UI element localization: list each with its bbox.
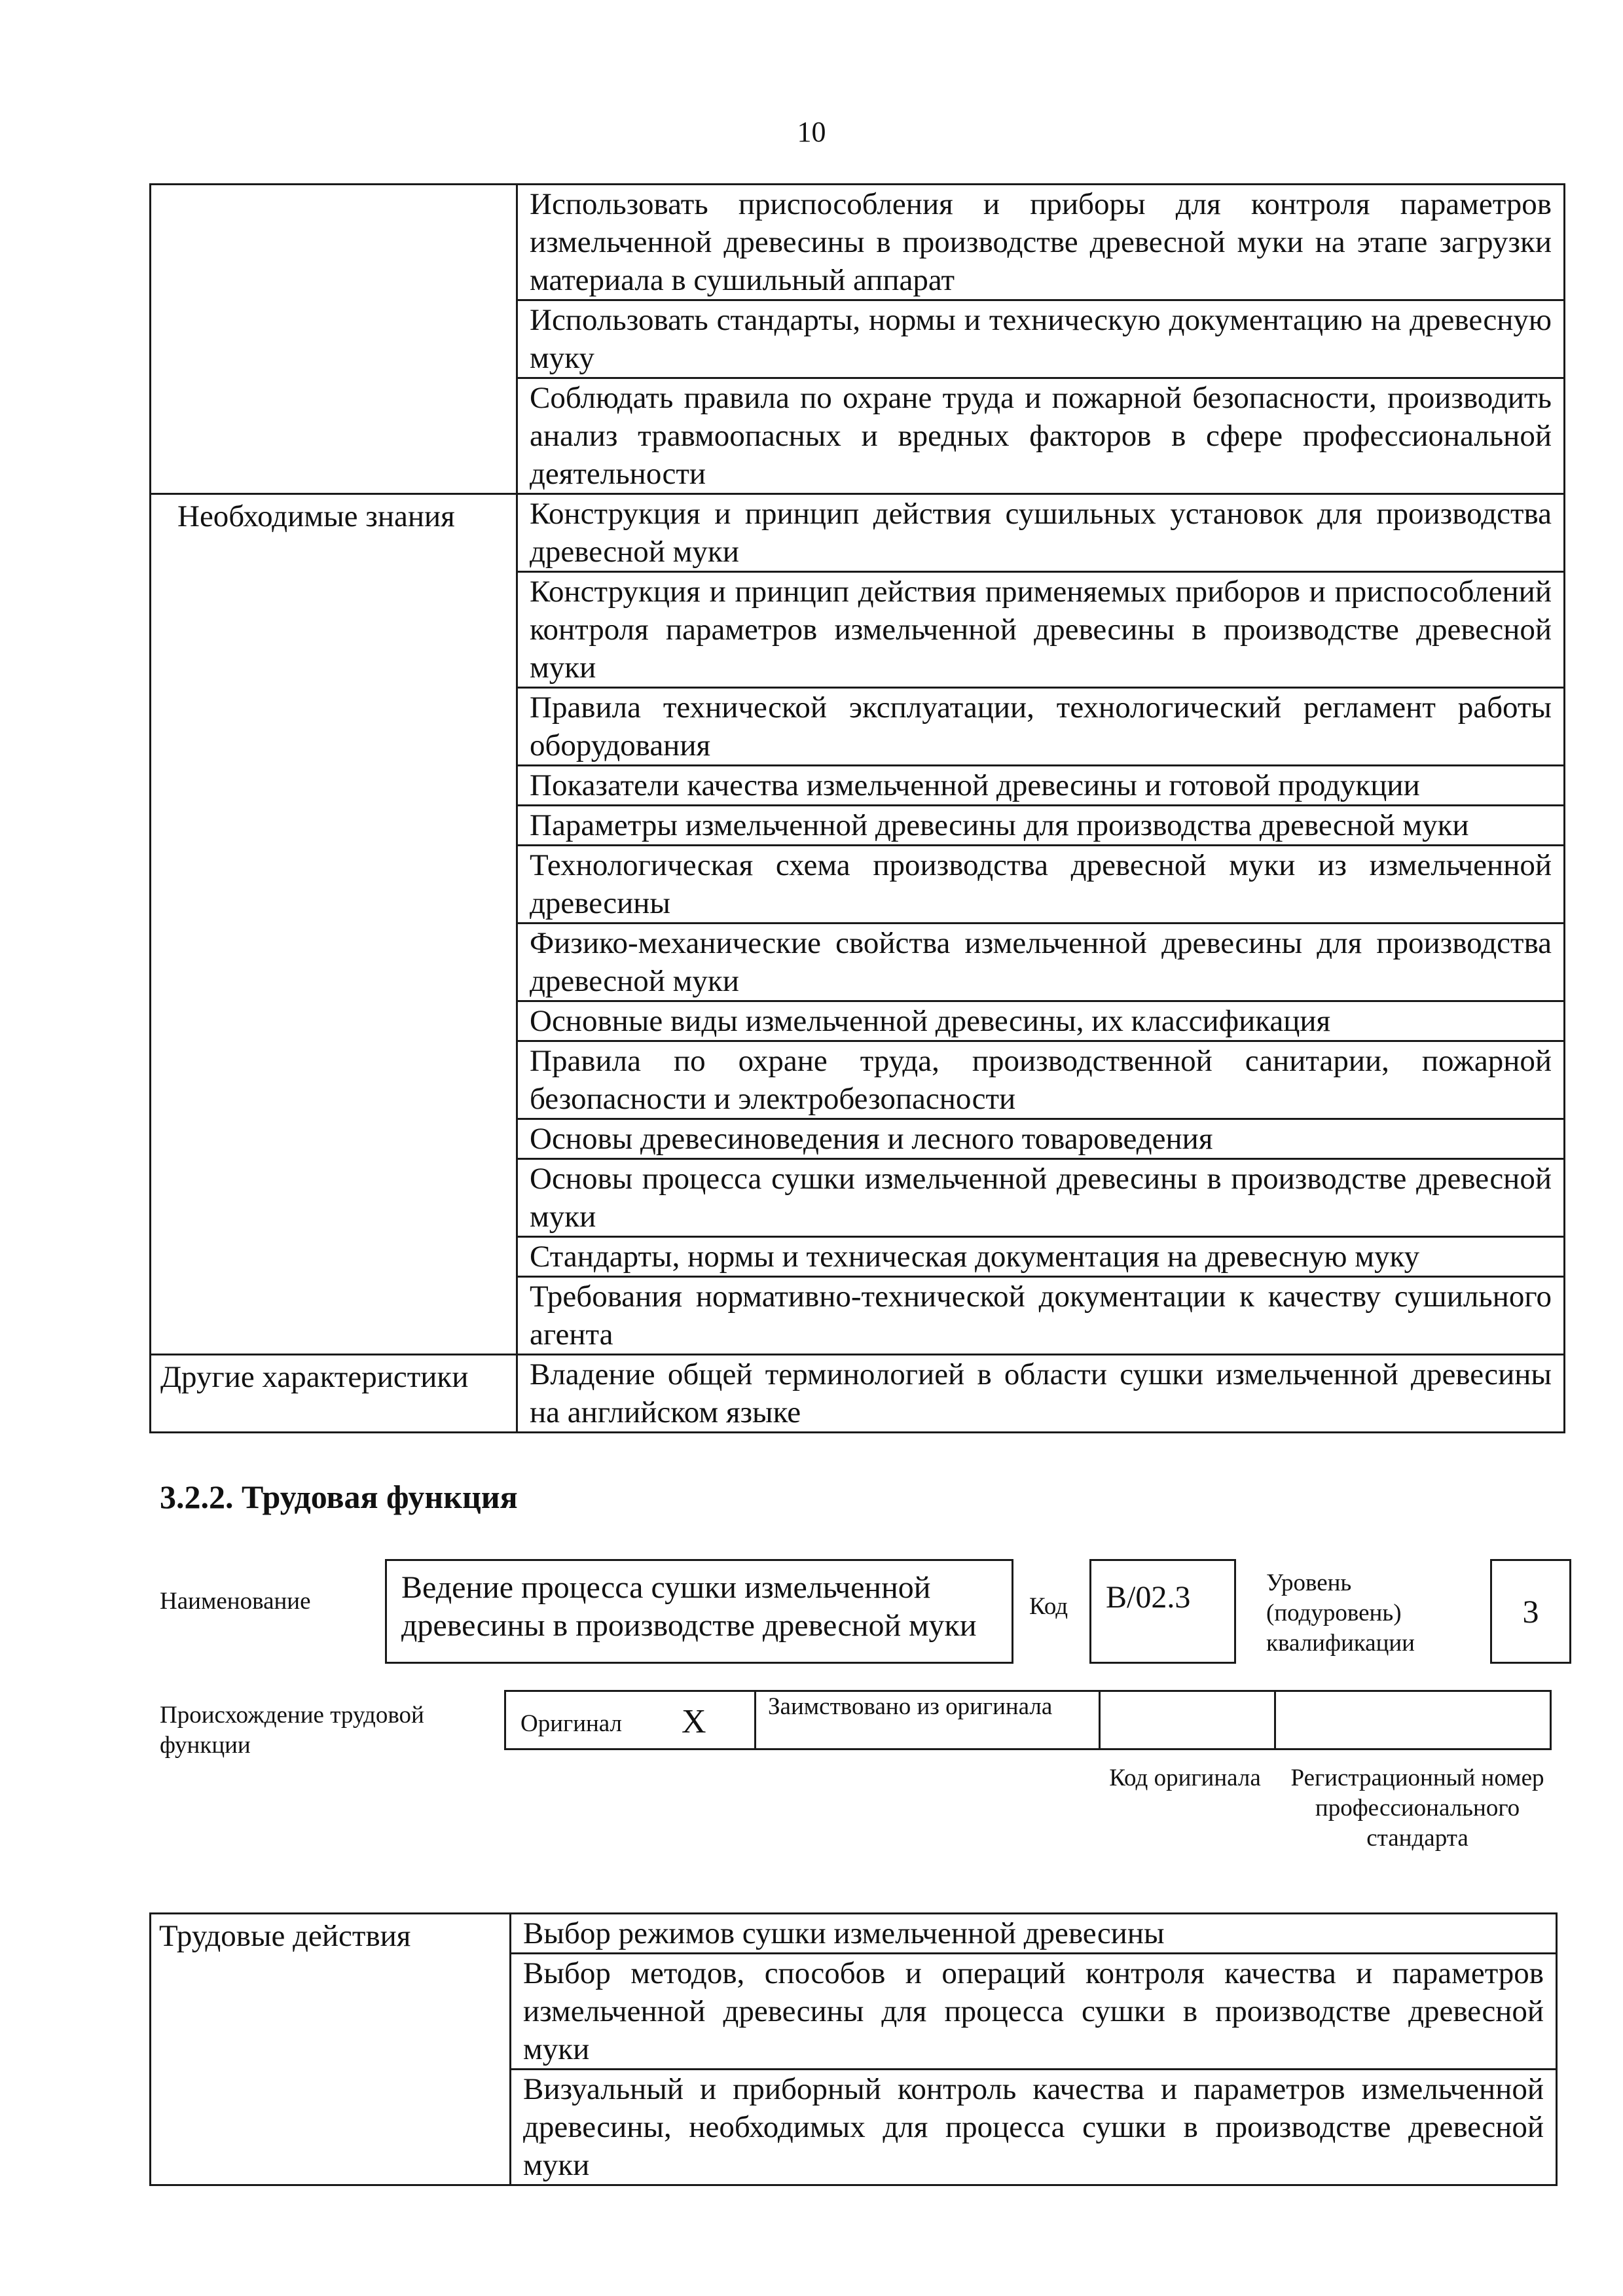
function-name-value: Ведение процесса сушки измельченной древесины в производстве древесной муки bbox=[385, 1559, 1013, 1664]
page-number: 10 bbox=[797, 116, 826, 148]
row-text: Выбор режимов сушки измельченной древесины bbox=[511, 1914, 1557, 1954]
row-text: Соблюдать правила по охране труда и пожарной безопасности, производить анализ травмоопасных и вредных факторов в сфере профессиональной деятельности bbox=[517, 378, 1565, 494]
labor-actions-label: Трудовые действия bbox=[151, 1914, 511, 2185]
row-text: Показатели качества измельченной древесины и готовой продукции bbox=[517, 766, 1565, 806]
row-text: Конструкция и принцип действия применяемых приборов и приспособлений контроля параметров измельченной древесины в производстве древесной муки bbox=[517, 572, 1565, 688]
skills-knowledge-table bbox=[149, 183, 1565, 1433]
table-row bbox=[151, 185, 1565, 300]
name-label: Наименование bbox=[160, 1588, 311, 1615]
other-characteristics-label: Другие характеристики bbox=[151, 1355, 517, 1433]
registration-caption: Регистрационный номер профессионального стандарта bbox=[1290, 1765, 1544, 1852]
code-label: Код bbox=[1029, 1593, 1068, 1620]
registration-number-cell bbox=[1276, 1692, 1550, 1748]
row-text: Основы древесиноведения и лесного товароведения bbox=[517, 1119, 1565, 1159]
original-cell bbox=[506, 1692, 756, 1748]
required-knowledge-label: Необходимые знания bbox=[151, 494, 517, 1355]
row-text: Основы процесса сушки измельченной древесины в производстве древесной муки bbox=[517, 1159, 1565, 1237]
function-code-value: B/02.3 bbox=[1089, 1559, 1236, 1664]
table-row bbox=[151, 1355, 1565, 1433]
row-text: Правила по охране труда, производственной санитарии, пожарной безопасности и электробезопасности bbox=[517, 1041, 1565, 1119]
original-mark: X bbox=[682, 1703, 706, 1740]
row-text: Правила технической эксплуатации, технологический регламент работы оборудования bbox=[517, 688, 1565, 766]
row-text: Владение общей терминологией в области сушки измельченной древесины на английском языке bbox=[517, 1355, 1565, 1433]
qualification-level-value: 3 bbox=[1490, 1559, 1571, 1664]
row-text: Основные виды измельченной древесины, их классификация bbox=[517, 1001, 1565, 1041]
original-code-cell bbox=[1101, 1692, 1276, 1748]
row-text: Технологическая схема производства древесной муки из измельченной древесины bbox=[517, 846, 1565, 924]
labor-actions-table bbox=[149, 1912, 1558, 2186]
row-text: Параметры измельченной древесины для производства древесной муки bbox=[517, 806, 1565, 846]
table-row bbox=[151, 494, 1565, 572]
section-heading: 3.2.2. Трудовая функция bbox=[160, 1479, 518, 1515]
row-text: Использовать стандарты, нормы и техническую документацию на древесную муку bbox=[517, 300, 1565, 378]
row-text: Визуальный и приборный контроль качества и параметров измельченной древесины, необходимых для процесса сушки в производстве древесной муки bbox=[511, 2070, 1557, 2185]
borrowed-label: Заимствовано из оригинала bbox=[768, 1693, 1053, 1720]
row-text: Стандарты, нормы и техническая документация на древесную муку bbox=[517, 1237, 1565, 1277]
level-label: Уровень (подуровень) квалификации bbox=[1266, 1570, 1415, 1657]
row-text: Физико-механические свойства измельченной древесины для производства древесной муки bbox=[517, 924, 1565, 1001]
row-text: Использовать приспособления и приборы для контроля параметров измельченной древесины в производстве древесной муки на этапе загрузки материала в сушильный аппарат bbox=[517, 185, 1565, 300]
origin-row bbox=[504, 1690, 1552, 1750]
row-text: Конструкция и принцип действия сушильных установок для производства древесной муки bbox=[517, 494, 1565, 572]
code-caption: Код оригинала bbox=[1109, 1765, 1261, 1791]
original-label: Оригинал bbox=[520, 1710, 623, 1737]
borrowed-cell bbox=[756, 1692, 1101, 1748]
row-text: Выбор методов, способов и операций контроля качества и параметров измельченной древесины для процесса сушки в производстве древесной муки bbox=[511, 1954, 1557, 2070]
table-row bbox=[151, 1914, 1557, 1954]
row-text: Требования нормативно-технической документации к качеству сушильного агента bbox=[517, 1277, 1565, 1355]
origin-label: Происхождение трудовой функции bbox=[160, 1702, 424, 1759]
row-label bbox=[151, 185, 517, 494]
